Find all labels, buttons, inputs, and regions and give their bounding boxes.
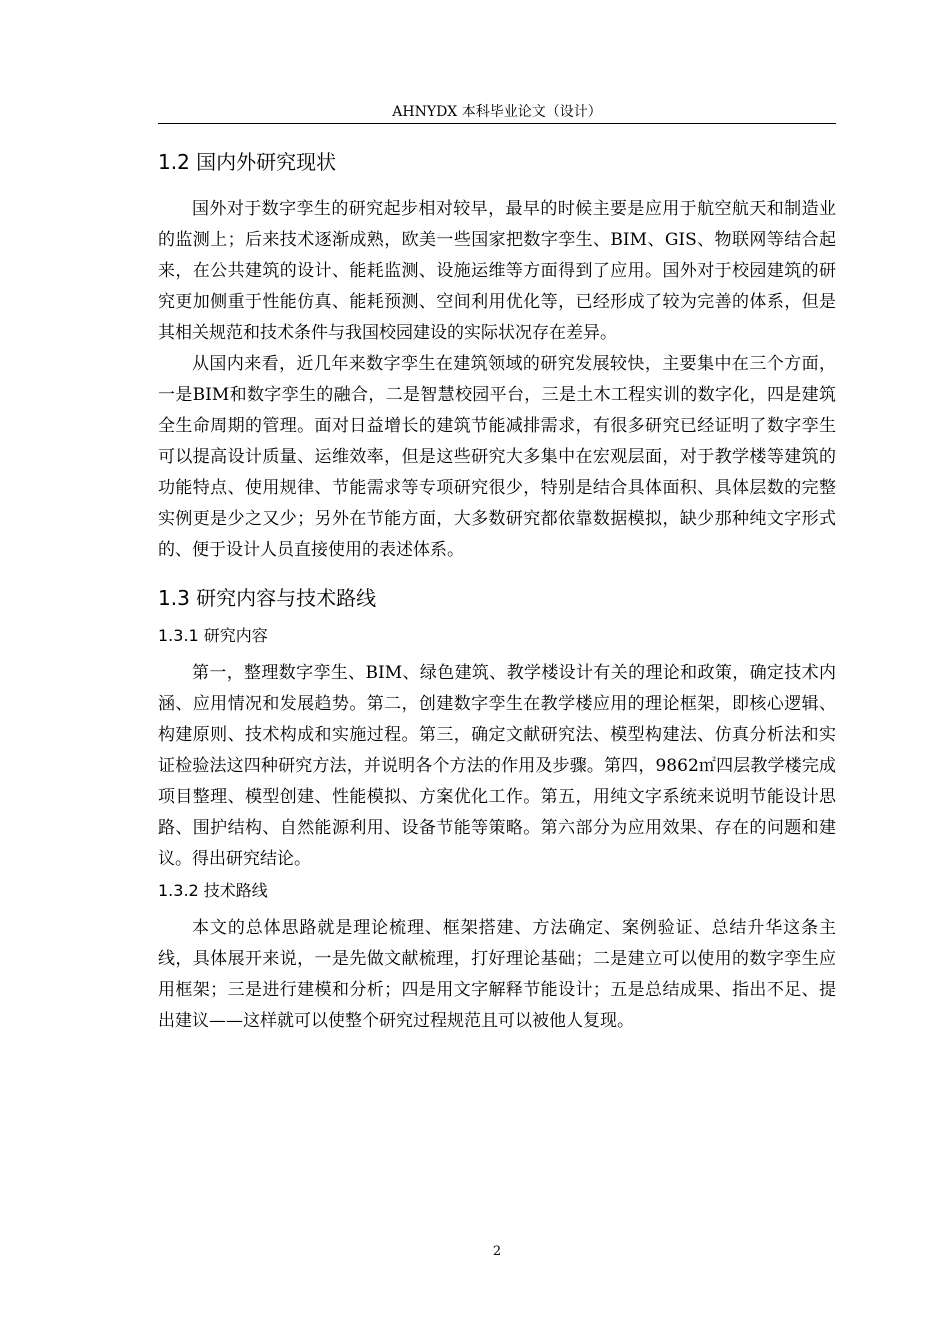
header-rule: [158, 123, 836, 124]
subsection-heading-1-3-1: 1.3.1 研究内容: [158, 626, 268, 645]
paragraph-1-2-domestic: 从国内来看，近几年来数字孪生在建筑领域的研究发展较快，主要集中在三个方面，一是BIM和数字孪生的融合，二是智慧校园平台，三是土木工程实训的数字化，四是建筑全生命周期的管理。面对日益增长的建筑节能减排需求，有很多研究已经证明了数字孪生可以提高设计质量、运维效率，但是这些研究大多集中在宏观层面，对于教学楼等建筑的功能特点、使用规律、节能需求等专项研究很少，特别是结合具体面积、具体层数的完整实例更是少之又少；另外在节能方面，大多数研究都依靠数据模拟，缺少那种纯文字形式的、便于设计人员直接使用的表述体系。: [158, 354, 836, 560]
paragraph-1-3-1-content: 第一，整理数字孪生、BIM、绿色建筑、教学楼设计有关的理论和政策，确定技术内涵、应用情况和发展趋势。第二，创建数字孪生在教学楼应用的理论框架，即核心逻辑、构建原则、技术构成和实施过程。第三，确定文献研究法、模型构建法、仿真分析法和实证检验法这四种研究方法，并说明各个方法的作用及步骤。第四，9862㎡四层教学楼完成项目整理、模型创建、性能模拟、方案优化工作。第五，用纯文字系统来说明节能设计思路、围护结构、自然能源利用、设备节能等策略。第六部分为应用效果、存在的问题和建议。得出研究结论。: [158, 663, 836, 869]
subsection-heading-1-3-2: 1.3.2 技术路线: [158, 881, 268, 900]
paragraph-1-3-2-route: 本文的总体思路就是理论梳理、框架搭建、方法确定、案例验证、总结升华这条主线，具体展开来说，一是先做文献梳理，打好理论基础；二是建立可以使用的数字孪生应用框架；三是进行建模和分析；四是用文字解释节能设计；五是总结成果、指出不足、提出建议——这样就可以使整个研究过程规范且可以被他人复现。: [158, 918, 836, 1031]
running-header: AHNYDX 本科毕业论文（设计）: [392, 104, 602, 120]
section-heading-1-3: 1.3 研究内容与技术路线: [158, 586, 377, 610]
paragraph-1-2-foreign: 国外对于数字孪生的研究起步相对较早，最早的时候主要是应用于航空航天和制造业的监测上；后来技术逐渐成熟，欧美一些国家把数字孪生、BIM、GIS、物联网等结合起来，在公共建筑的设计、能耗监测、设施运维等方面得到了应用。国外对于校园建筑的研究更加侧重于性能仿真、能耗预测、空间利用优化等，已经形成了较为完善的体系，但是其相关规范和技术条件与我国校园建设的实际状况存在差异。: [158, 199, 836, 343]
page-number: 2: [492, 1244, 502, 1259]
section-heading-1-2: 1.2 国内外研究现状: [158, 150, 337, 174]
page-body: [158, 138, 836, 1037]
